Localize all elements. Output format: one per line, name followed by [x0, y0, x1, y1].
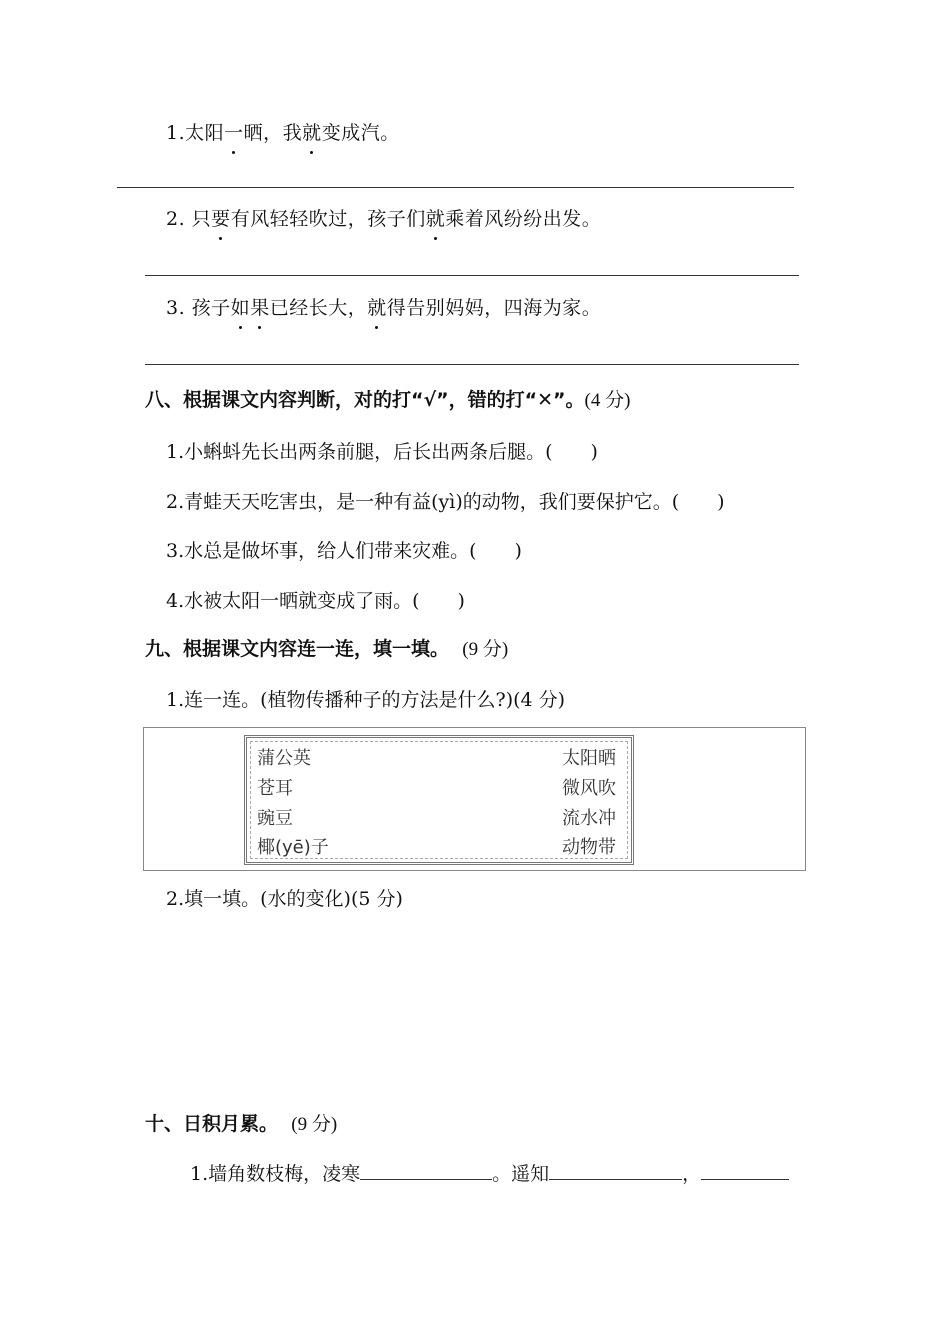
judge-item-2[interactable]: 2.青蛙天天吃害虫，是一种有益(yì)的动物，我们要保护它。( ): [166, 491, 725, 513]
sentence-1: [166, 118, 400, 145]
poem-question: [190, 1159, 789, 1186]
poem-text: 1.墙角数枝梅，凌寒: [190, 1163, 361, 1185]
section-9-heading: [145, 634, 508, 661]
section-10-heading: [145, 1109, 337, 1136]
poem-text: ，: [682, 1163, 702, 1185]
plant-dandelion[interactable]: 蒲公英: [257, 748, 311, 769]
dotted-char: 要: [211, 204, 231, 231]
dotted-char: 就: [426, 204, 446, 231]
judge-item-4[interactable]: 4.水被太阳一晒就变成了雨。( ): [166, 590, 465, 612]
match-question: 1.连一连。(植物传播种子的方法是什么?)(4 分): [166, 689, 566, 711]
method-water[interactable]: 流水冲: [562, 808, 616, 829]
text: 有风轻轻吹过，孩子们: [230, 208, 426, 230]
dotted-char: 就: [302, 118, 322, 145]
text: 得告别妈妈，四海为家。: [386, 297, 602, 319]
poem-blank-3[interactable]: [701, 1161, 789, 1180]
text: 1.太阳: [166, 122, 225, 144]
sentence-2: [166, 204, 601, 231]
plant-pea[interactable]: 豌豆: [257, 808, 293, 829]
text: 3. 孩子: [166, 297, 231, 319]
method-sun[interactable]: 太阳晒: [562, 748, 616, 769]
dotted-char: 果: [250, 293, 270, 320]
section-8-heading: [145, 385, 630, 412]
dotted-char: 就: [367, 293, 387, 320]
poem-blank-2[interactable]: [549, 1161, 682, 1180]
judge-item-3[interactable]: 3.水总是做坏事，给人们带来灾难。( ): [166, 540, 522, 562]
points: (9 分): [462, 639, 509, 660]
answer-line-1[interactable]: [117, 187, 794, 188]
plant-cocklebur[interactable]: 苍耳: [257, 778, 293, 799]
dotted-char: 如: [231, 293, 251, 320]
poem-blank-1[interactable]: [360, 1161, 492, 1180]
fill-question: 2.填一填。(水的变化)(5 分): [166, 888, 403, 910]
text: 已经长大，: [269, 297, 368, 319]
text: 晒，我: [243, 122, 303, 144]
heading-text: 八、根据课文内容判断，对的打“√”，错的打“✕”。: [145, 389, 585, 411]
dotted-char: 一: [224, 118, 244, 145]
answer-line-3[interactable]: [145, 364, 799, 365]
method-wind[interactable]: 微风吹: [562, 778, 616, 799]
sentence-3: [166, 293, 601, 320]
answer-line-2[interactable]: [145, 275, 799, 276]
method-animal[interactable]: 动物带: [562, 837, 616, 858]
poem-text: 。遥知: [492, 1163, 550, 1185]
points: (4 分): [584, 390, 631, 411]
heading-text: 九、根据课文内容连一连，填一填。: [145, 638, 450, 660]
plant-coconut[interactable]: 椰(yē)子: [257, 837, 329, 858]
text: 变成汽。: [321, 122, 400, 144]
text: 2. 只: [166, 208, 212, 230]
heading-text: 十、日积月累。: [145, 1113, 279, 1135]
points: (9 分): [291, 1114, 338, 1135]
text: 乘着风纷纷出发。: [445, 208, 602, 230]
judge-item-1[interactable]: 1.小蝌蚪先长出两条前腿，后长出两条后腿。( ): [166, 441, 598, 463]
